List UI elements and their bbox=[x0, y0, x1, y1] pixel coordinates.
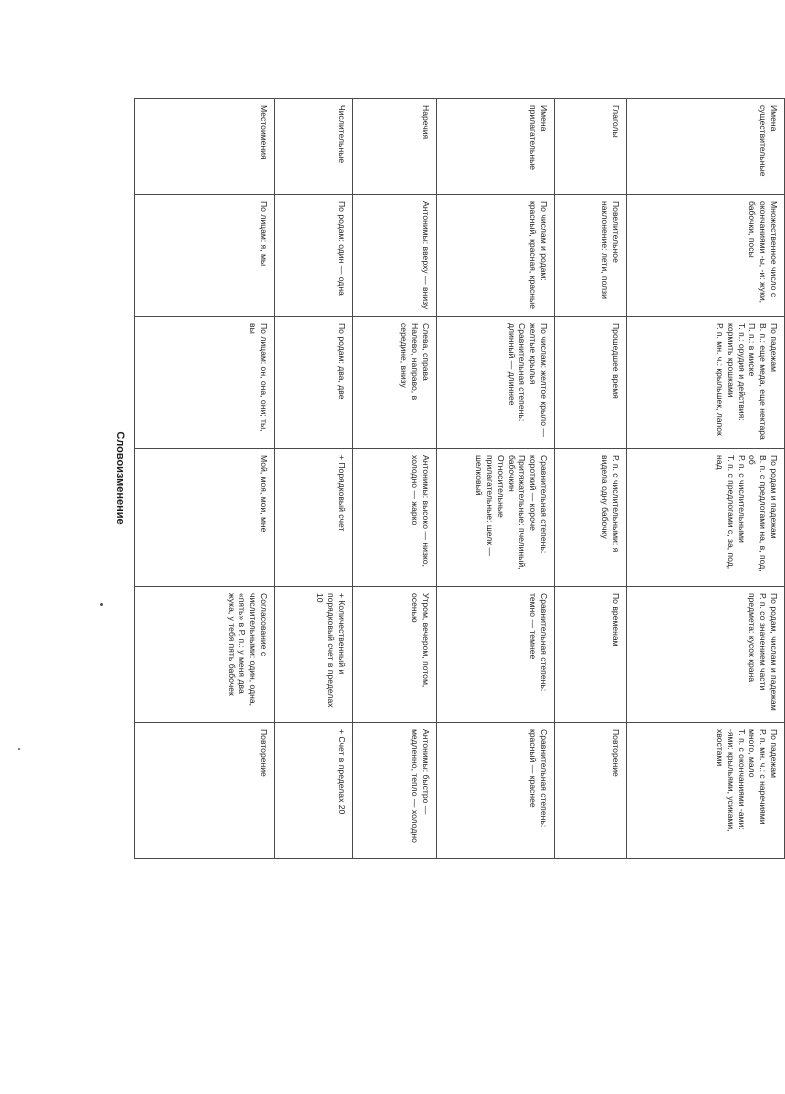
table-cell bbox=[555, 195, 627, 317]
table-cell bbox=[353, 449, 437, 587]
table-cell bbox=[353, 317, 437, 449]
row-category: Имена прилагательные bbox=[437, 99, 555, 195]
table-cell bbox=[353, 195, 437, 317]
cell-line: По родам, числам и падежам bbox=[769, 593, 779, 711]
row-category: Глаголы bbox=[555, 99, 627, 195]
table-cell bbox=[555, 723, 627, 859]
cell-line: В. п.: еще меда, еще нектара bbox=[758, 323, 769, 440]
cell-line: П. п.: в миске bbox=[747, 323, 758, 377]
table-cell bbox=[135, 195, 275, 317]
cell-line: Сравнительная степень: красный — краснее bbox=[528, 729, 549, 828]
table-cell bbox=[353, 723, 437, 859]
row-category: Местоимения bbox=[135, 99, 275, 195]
cell-line: + Порядковый счет bbox=[337, 455, 347, 532]
cell-line: + Счет в пределах 20 bbox=[337, 729, 347, 815]
cell-line: По временам bbox=[611, 593, 621, 647]
table-row bbox=[555, 99, 627, 859]
table-cell bbox=[437, 723, 555, 859]
cell-line: Р. п. с числительными bbox=[736, 455, 747, 543]
cell-line: Сравнительная степень: темно — темнее bbox=[528, 593, 549, 692]
cell-line: Т. п.: орудия и действия: кормить крошками bbox=[725, 323, 747, 421]
cell-line: По лицам: я, мы bbox=[259, 201, 269, 267]
table-cell bbox=[555, 317, 627, 449]
table-row bbox=[437, 99, 555, 859]
cell-line: Притяжательные: пчелиный, бабочкин bbox=[506, 455, 528, 570]
cell-line: По лицам: он, она, они; ты, вы bbox=[248, 323, 269, 432]
table-cell bbox=[275, 723, 353, 859]
table-cell bbox=[135, 449, 275, 587]
cell-line: Сравнительная степень: короткий — короче bbox=[528, 455, 549, 554]
table-cell bbox=[135, 317, 275, 449]
table-cell bbox=[135, 723, 275, 859]
cell-line: Повторение bbox=[611, 729, 621, 777]
table-cell bbox=[275, 195, 353, 317]
cell-line: Антонимы: высоко — низко, холодно — жарко bbox=[410, 455, 431, 567]
table-cell bbox=[555, 449, 627, 587]
row-category: Числительные bbox=[275, 99, 353, 195]
table-cell bbox=[135, 587, 275, 723]
cell-line: + Количественный и порядковый счет в пределах 10 bbox=[315, 593, 347, 708]
cell-line: По родам: два, две bbox=[337, 323, 347, 400]
cell-line: Повелительное наклонение: лети, ползи bbox=[600, 201, 621, 299]
cell-line: По падежам bbox=[769, 729, 779, 778]
word-change-table bbox=[134, 98, 785, 859]
cell-line: Р. п. с числительными: я видела одну бабочку bbox=[600, 455, 621, 553]
table-cell bbox=[275, 587, 353, 723]
table-cell bbox=[437, 449, 555, 587]
table-cell bbox=[627, 587, 785, 723]
scan-speck-left bbox=[18, 748, 20, 750]
table-cell bbox=[627, 195, 785, 317]
table-cell bbox=[275, 317, 353, 449]
table-cell bbox=[353, 587, 437, 723]
cell-line: По родам и падежам bbox=[769, 455, 779, 539]
row-category: Имена существительные bbox=[627, 99, 785, 195]
table-cell bbox=[627, 723, 785, 859]
cell-line: Т. п. с окончаниями -ами: -ями: крыльями, усиками, хвостами bbox=[714, 729, 747, 832]
cell-line: Мой, моя, мои, мне bbox=[259, 455, 269, 533]
cell-line: Р. п. мн. ч.: крыльшек, лапок bbox=[714, 323, 725, 436]
table-cell bbox=[437, 587, 555, 723]
cell-line: Согласование с числительными: один, одна, «пять» в Р. п.: у меня два жука, у тебя пять бабочек bbox=[226, 593, 269, 707]
table-cell bbox=[437, 195, 555, 317]
table-row bbox=[627, 99, 785, 859]
table-cell bbox=[275, 449, 353, 587]
table-heading: Словоизменение bbox=[114, 431, 126, 525]
cell-line: Антонимы: вверху — внизу bbox=[421, 201, 431, 310]
table-row bbox=[353, 99, 437, 859]
table-cell bbox=[627, 449, 785, 587]
cell-line: По числам и родам: красный, красная, красные bbox=[528, 201, 549, 310]
cell-line: Прошедшее время bbox=[611, 323, 621, 399]
table-cell bbox=[555, 587, 627, 723]
cell-line: Слева, справа bbox=[421, 323, 431, 381]
cell-line: Антонимы: быстро — медленно, тепло — холодно bbox=[410, 729, 431, 843]
cell-line: Т. п. с предлогами с, за, под, над bbox=[714, 455, 736, 570]
cell-line: Налево, направо, в середине, внизу bbox=[399, 323, 421, 401]
table-row bbox=[135, 99, 275, 859]
cell-line: Утром, вечером, потом, осенью bbox=[410, 593, 431, 688]
row-category: Наречия bbox=[353, 99, 437, 195]
cell-line: В. п. с предлогами на, в, под, об bbox=[747, 455, 769, 572]
table-cell bbox=[627, 317, 785, 449]
cell-line: Относительные прилагательные: шелк — шелковый bbox=[474, 455, 506, 557]
table-body bbox=[135, 99, 785, 859]
cell-line: По числам: желтое крыло — желтые крылья bbox=[528, 323, 549, 438]
cell-line: Сравнительная степень: длинный — длиннее bbox=[506, 323, 528, 422]
cell-line: Множественное число с окончаниями -ы, -и: жуки, бабочки, посы bbox=[747, 201, 779, 304]
cell-line: По родам: один — одна bbox=[337, 201, 347, 296]
table-row bbox=[275, 99, 353, 859]
rotated-page-content bbox=[100, 98, 785, 858]
cell-line: Повторение bbox=[259, 729, 269, 777]
cell-line: Р. п. мн. ч.: с наречиями много, мало bbox=[747, 729, 769, 825]
cell-line: Р. п. со значением части предмета: кусок крана bbox=[747, 593, 769, 691]
cell-line: По падежам bbox=[769, 323, 779, 372]
table-cell bbox=[437, 317, 555, 449]
